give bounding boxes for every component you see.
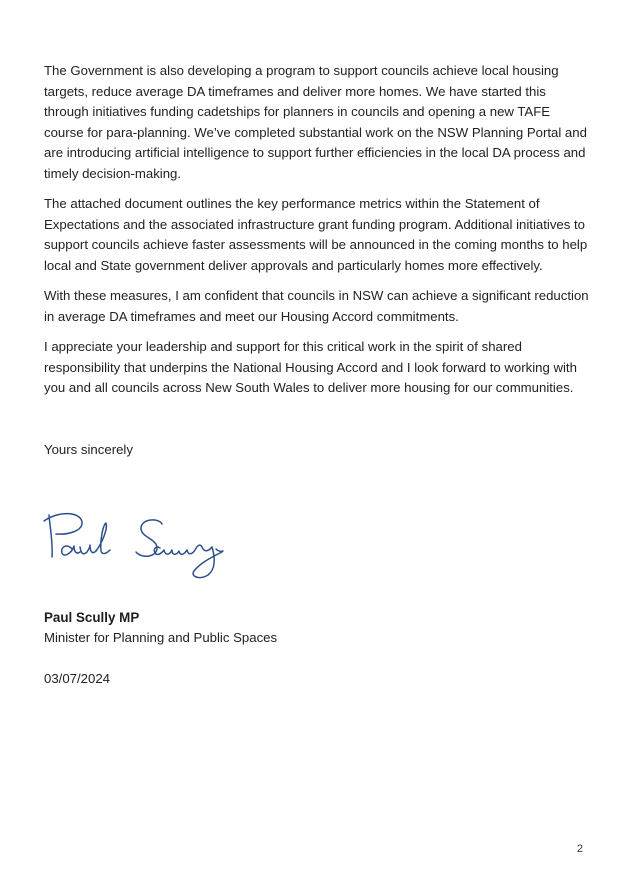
closing-salutation: Yours sincerely <box>44 442 133 457</box>
body-paragraph-2: The attached document outlines the key performance metrics within the Statement of Expectations and the associated infrastructure grant funding program. Additional initiatives to support councils achieve faster assessments will be announced in the coming months to help local and State government deliver approvals and particularly homes more effectively. <box>44 196 588 273</box>
signer-block <box>44 608 277 648</box>
letter-date: 03/07/2024 <box>44 671 111 686</box>
signer-title: Minister for Planning and Public Spaces <box>44 630 278 645</box>
body-paragraph-1: The Government is also developing a program to support councils achieve local housing targets, reduce average DA timeframes and deliver more homes. We have started this through initiatives funding cadetships for planners in councils and opening a new TAFE course for para-planning. We’ve completed substantial work on the NSW Planning Portal and are introducing artificial intelligence to support further efficiencies in the local DA process and timely decision-making. <box>44 63 587 181</box>
letter-body <box>44 61 590 409</box>
body-paragraph-3: With these measures, I am confident that councils in NSW can achieve a significant reduction in average DA timeframes and meet our Housing Accord commitments. <box>44 288 589 324</box>
handwritten-signature <box>40 505 240 585</box>
signer-name: Paul Scully MP <box>44 610 140 625</box>
page-number: 2 <box>576 843 583 855</box>
body-paragraph-4: I appreciate your leadership and support for this critical work in the spirit of shared responsibility that underpins the National Housing Accord and I look forward to working with you and all councils across New South Wales to deliver more housing for our communities. <box>44 339 577 395</box>
